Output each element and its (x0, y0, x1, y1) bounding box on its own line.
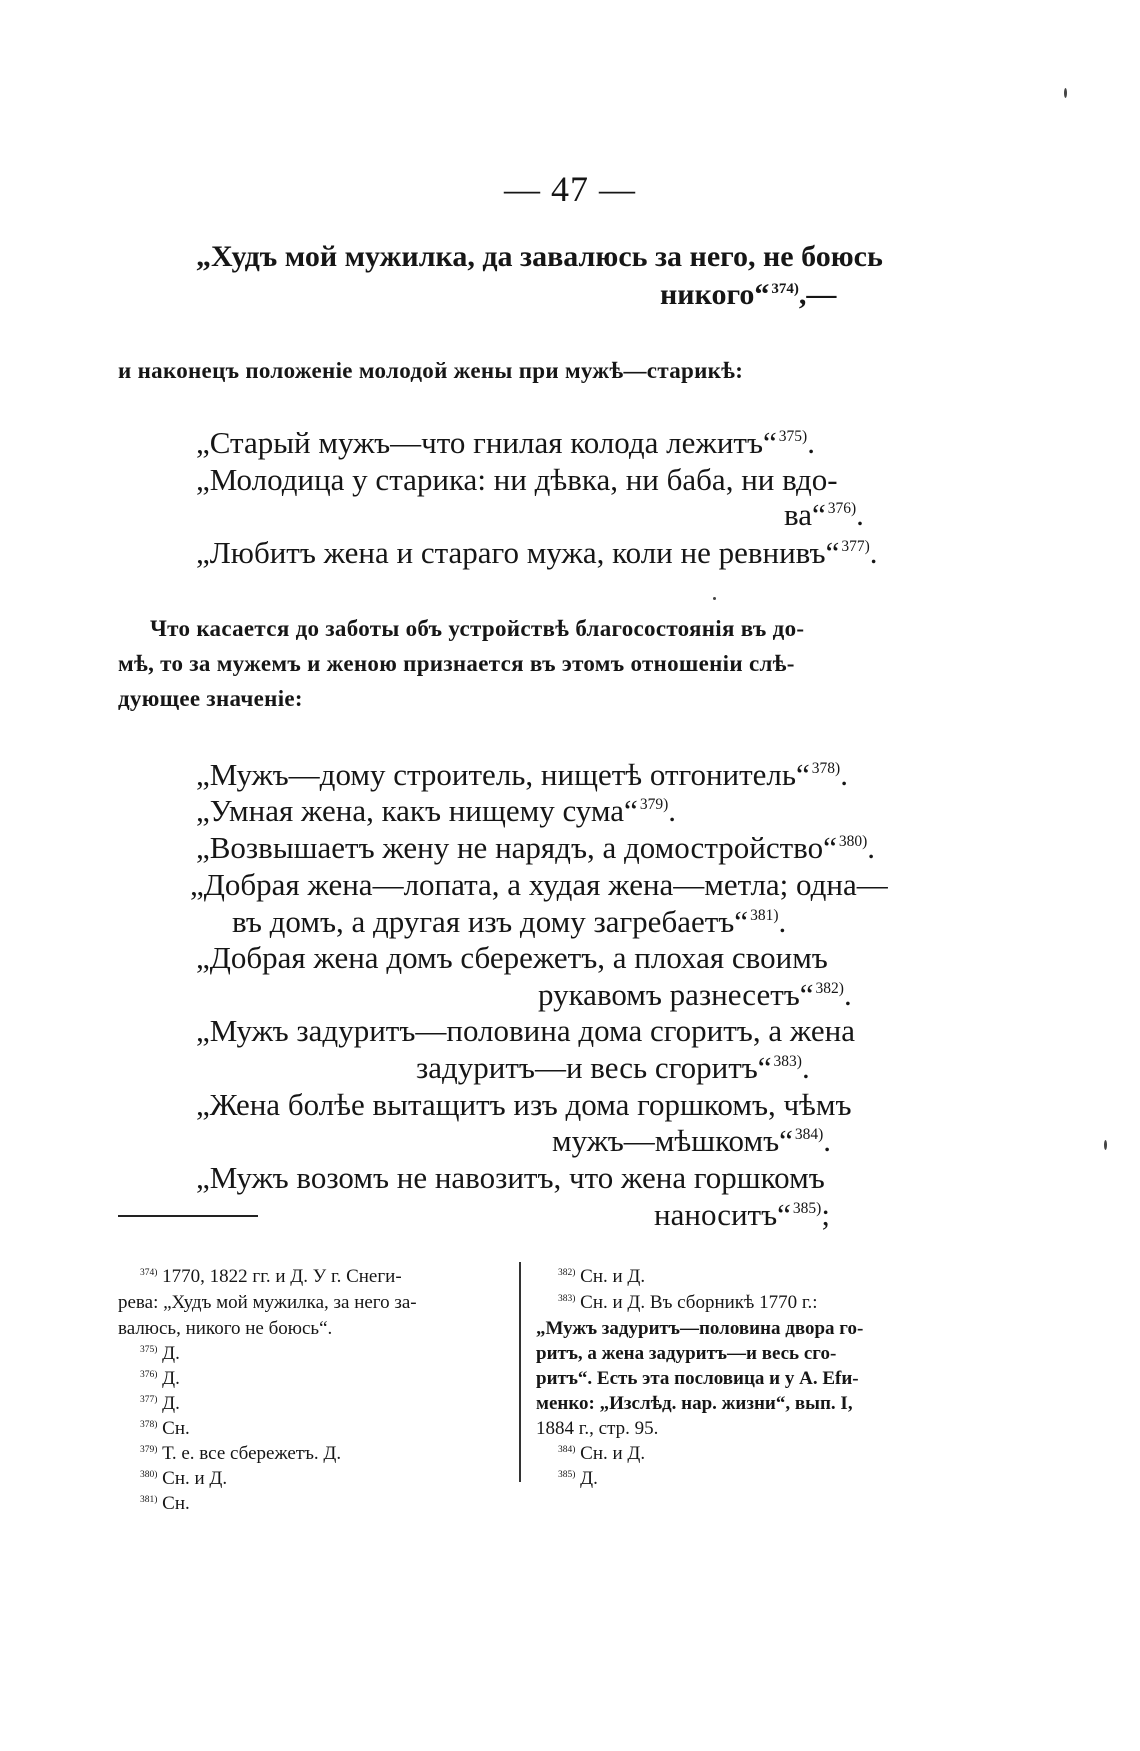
footnote-number: 384) (558, 1444, 576, 1455)
footnote: рева: „Худъ мой мужилка, за него за- (118, 1292, 417, 1313)
footnote-ref: 378) (811, 760, 841, 778)
footnote-ref: 379) (639, 796, 669, 814)
paragraph-text: мѣ, то за мужемъ и женою признается въ этомъ отношеніи слѣ- (118, 651, 795, 676)
footnote: $^{381)}$ Сн. (140, 1493, 190, 1514)
proverb-line: „Добрая жена домъ сбережетъ, а плохая своимъ (196, 940, 828, 975)
footnote-separator (118, 1215, 258, 1217)
footnote: ритъ, а жена задуритъ—и весь сго- (536, 1343, 837, 1364)
footnote-number: 382) (558, 1267, 576, 1278)
footnote: $^{379)}$ Т. е. все сбережетъ. Д. (140, 1443, 342, 1464)
footnote-number: 376) (140, 1369, 158, 1380)
footnote: ритъ“. Есть эта пословица и у А. Еfи- (536, 1368, 859, 1389)
footnote: валюсь, никого не боюсь“. (118, 1318, 333, 1339)
paragraph-text: Что касается до заботы объ устройствѣ благосостоянія въ до- (150, 616, 805, 641)
footnote-ref: 381) (750, 907, 779, 925)
proverb-line: задуритъ—и весь сгоритъ“ $^{383)}$. (416, 1050, 810, 1085)
scan-speck (1104, 1140, 1107, 1150)
proverb-line: мужъ—мѣшкомъ“ $^{384)}$. (552, 1123, 832, 1158)
footnote: $^{376)}$ Д. (140, 1368, 180, 1389)
footnote: „Мужъ задуритъ—половина двора го- (536, 1318, 864, 1339)
footnote-ref: 380) (838, 833, 868, 851)
paragraph-text: дующее значеніе: (118, 686, 303, 711)
footnote-ref: 382) (815, 980, 844, 998)
proverb-line: въ домъ, а другая изъ дому загребаетъ“ $^{381)}$. (232, 904, 787, 939)
proverb-line: никого“ $^{374)}$,— (660, 278, 837, 311)
footnote: $^{380)}$ Сн. и Д. (140, 1468, 228, 1489)
footnote-number: 381) (140, 1494, 158, 1505)
proverb-line: „Возвышаетъ жену не нарядъ, а домостройство“ $^{380)}$. (196, 830, 875, 865)
footnote: $^{377)}$ Д. (140, 1393, 180, 1414)
footnote: $^{382)}$ Сн. и Д. (558, 1266, 646, 1287)
proverb-line: ва“ $^{376)}$. (784, 497, 864, 532)
proverb-line: „Мужъ—дому строитель, нищетѣ отгонитель“ $^{378)}$. (196, 757, 848, 792)
footnote-number: 377) (140, 1394, 158, 1405)
proverb-line: „Мужъ возомъ не навозитъ, что жена горшкомъ (196, 1160, 825, 1195)
footnote: $^{383)}$ Сн. и Д. Въ сборникѣ 1770 г.: (558, 1292, 818, 1313)
proverb-line: рукавомъ разнесетъ“ $^{382)}$. (538, 977, 852, 1012)
footnote: $^{375)}$ Д. (140, 1343, 180, 1364)
footnote: $^{384)}$ Сн. и Д. (558, 1443, 646, 1464)
footnote: 1884 г., стр. 95. (536, 1418, 659, 1439)
scan-speck (1064, 88, 1067, 98)
proverb-line: „Умная жена, какъ нищему сума“ $^{379)}$. (196, 793, 676, 828)
proverb-line: „Старый мужъ—что гнилая колода лежитъ“ $^{375)}$. (196, 425, 815, 460)
footnote-number: 380) (140, 1469, 158, 1480)
footnote-ref: 375) (778, 428, 808, 446)
footnote-ref: 376) (827, 500, 857, 518)
footnote: $^{374)}$ 1770, 1822 гг. и Д. У г. Снеги- (140, 1266, 402, 1287)
footnote-number: 374) (140, 1267, 158, 1278)
footnote-number: 385) (558, 1469, 576, 1480)
footnote-number: 379) (140, 1444, 158, 1455)
proverb-line: „Добрая жена—лопата, а худая жена—метла; одна— (190, 867, 888, 902)
footnote-ref: 384) (794, 1126, 824, 1144)
proverb-line: наноситъ“ $^{385)}$; (654, 1197, 830, 1232)
scan-speck (713, 597, 716, 600)
footnote-ref: 385) (792, 1200, 822, 1218)
footnote: менко: „Изслѣд. нар. жизни“, вып. I, (536, 1393, 853, 1414)
footnote-number: 375) (140, 1344, 158, 1355)
footnote-ref: 383) (773, 1053, 802, 1071)
proverb-line: „Мужъ задуритъ—половина дома сгоритъ, а жена (196, 1013, 855, 1048)
proverb-line: „Молодица у старика: ни дѣвка, ни баба, ни вдо- (196, 462, 838, 497)
footnote-number: 383) (558, 1293, 576, 1304)
paragraph-text: и наконецъ положеніе молодой жены при мужѣ—старикѣ: (118, 358, 744, 383)
page-number: — 47 — (504, 169, 636, 209)
footnote-column-divider (519, 1262, 521, 1482)
footnote: $^{385)}$ Д. (558, 1468, 598, 1489)
footnote-number: 378) (140, 1419, 158, 1430)
footnote: $^{378)}$ Сн. (140, 1418, 190, 1439)
proverb-line: „Жена болѣе вытащитъ изъ дома горшкомъ, чѣмъ (196, 1087, 852, 1122)
footnote-ref: 377) (841, 538, 870, 556)
footnote-ref: 374) (771, 280, 799, 297)
proverb-line: „Худъ мой мужилка, да завалюсь за него, не боюсь (196, 240, 883, 273)
proverb-line: „Любитъ жена и стараго мужа, коли не ревнивъ“ $^{377)}$. (196, 535, 878, 570)
